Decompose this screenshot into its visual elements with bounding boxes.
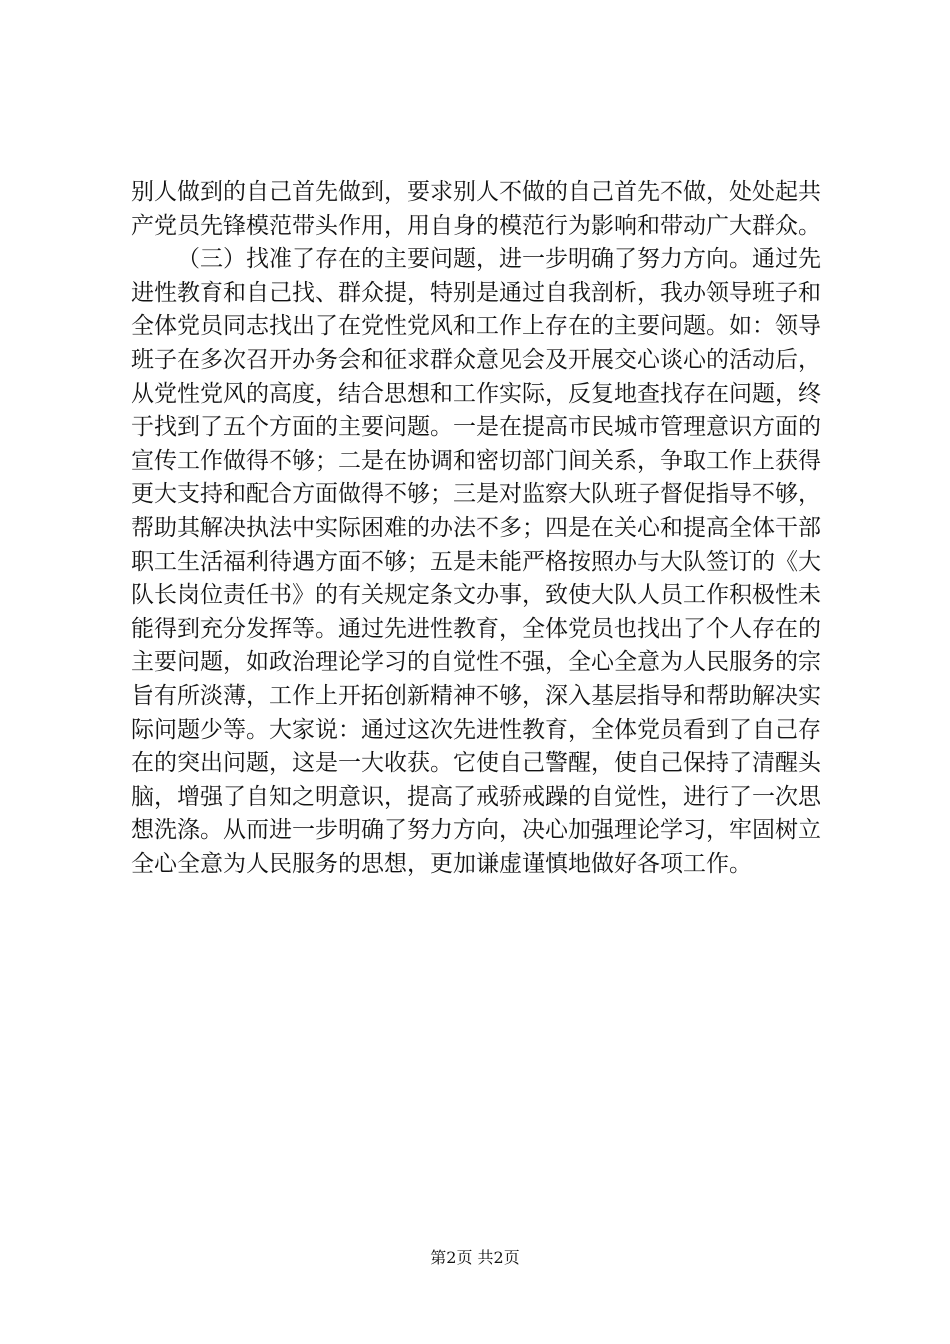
paragraph-section-three: （三）找准了存在的主要问题，进一步明确了努力方向。通过先进性教育和自己找、群众提，特别是通过自我剖析，我办领导班子和全体党员同志找出了在党性党风和工作上存在的主要问题。如：领导班子在多次召开办务会和征求群众意见会及开展交心谈心的活动后，从党性党风的高度，结合思想和工作实际，反复地查找存在问题，终于找到了五个方面的主要问题。一是在提高市民城市管理意识方面的宣传工作做得不够；二是在协调和密切部门间关系，争取工作上获得更大支持和配合方面做得不够；三是对监察大队班子督促指导不够，帮助其解决执法中实际困难的办法不多；四是在关心和提高全体干部职工生活福利待遇方面不够；五是未能严格按照办与大队签订的《大队长岗位责任书》的有关规定条文办事，致使大队人员工作积极性未能得到充分发挥等。通过先进性教育，全体党员也找出了个人存在的主要问题，如政治理论学习的自觉性不强，全心全意为人民服务的宗旨有所淡薄，工作上开拓创新精神不够，深入基层指导和帮助解决实际问题少等。大家说：通过这次先进性教育，全体党员看到了自己存在的突出问题，这是一大收获。它使自己警醒，使自己保持了清醒头脑，增强了自知之明意识，提高了戒骄戒躁的自觉性，进行了一次思想洗涤。从而进一步明确了努力方向，决心加强理论学习，牢固树立全心全意为人民服务的思想，更加谦虚谨慎地做好各项工作。 <box>131 246 821 877</box>
document-body <box>131 176 821 881</box>
page-footer: 第2页 共2页 <box>430 1248 520 1267</box>
paragraph-continuation: 别人做到的自己首先做到，要求别人不做的自己首先不做，处处起共产党员先锋模范带头作用，用自身的模范行为影响和带动广大群众。 <box>131 179 821 239</box>
